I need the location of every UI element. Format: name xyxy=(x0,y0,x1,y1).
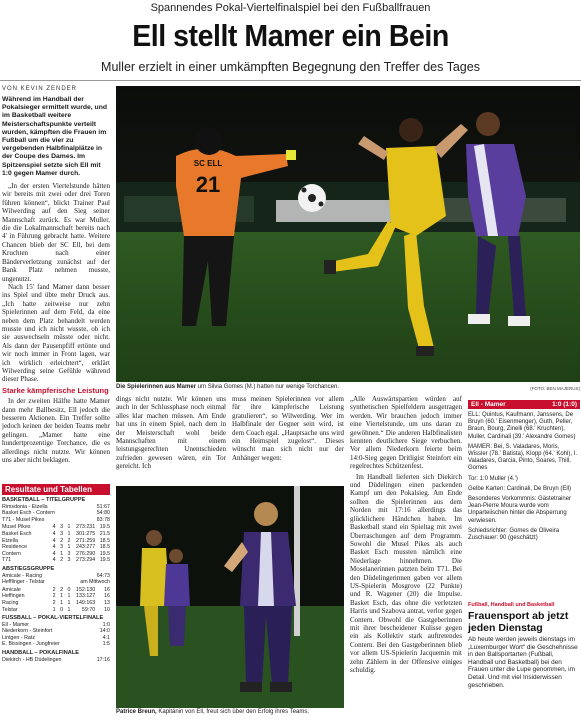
ball-figure xyxy=(298,184,326,212)
result-game-row xyxy=(2,573,110,580)
body-paragraph: muss meinen Spielerinnen vor allem für ihre kämpferische Leistung gratulieren“, so Wilwerding. Wer im Halbfinale der Gegner sein wird, ist dem Coach egal. „Hauptsache uns wird ein Heimspiel zugelost“. Dieses wünscht man sich nicht nur der Anhänger wegen: xyxy=(232,395,344,462)
result-pairing: Lintgen - Ratz xyxy=(2,634,35,641)
standings-cell: 133:127 xyxy=(76,593,96,600)
standings-cell: 3 xyxy=(67,557,71,564)
result-game-row xyxy=(2,510,110,517)
standings-cell: Residence xyxy=(2,544,28,551)
football-action-image xyxy=(116,86,580,382)
standings-cell: 149:163 xyxy=(76,599,96,606)
caption-bold: Die Spielerinnen aus Mamer xyxy=(116,384,197,390)
left-column xyxy=(2,96,110,465)
standings-cell: 4 xyxy=(52,537,56,544)
lineup-mamer: MAMER: Bei, S. Valadares, Moris, Wissler (78.' Batista), Klopp (64.' Kohl), I. Valadares, Garcia, Pinto, Soares, Thill, Gomes xyxy=(468,443,577,472)
results-body xyxy=(2,497,110,663)
results-section-head: ABSTIEGSGRUPPE xyxy=(2,565,55,572)
standings-cell: 4 xyxy=(52,544,56,551)
result-score: 17:16 xyxy=(96,656,110,663)
results-box xyxy=(2,484,110,663)
standings-cell: 2 xyxy=(60,537,64,544)
body-paragraph: Nach 15' fand Mamer dann besser ins Spiel und übte mehr Druck aus. „Ich hatte zeitweise nur zehn Spielerinnen auf dem Feld, da eine neben dem Platz behandelt werden musste und ich nicht wusste, ob ich sie auswechseln müsste oder nicht. Als dann der Pausenpfiff ertönte und wir noch immer in Front lagen, war ich wirklich erleichtert“, erklärt Wilwerding seine Gefühle während dieser Phase. xyxy=(2,282,110,384)
result-pairing: Amicale - Racing xyxy=(2,572,43,579)
body-paragraph: In der zweiten Hälfte hatte Mamer dann mehr Ballbesitz, Ell jedoch die besseren Aktionen. Ein Treffer sollte jedoch keinen der beiden Teams mehr gelingen. „Mamer hatte eine hundertprozentige Torchance, die es allerdings nicht nutzte. Wir können uns aber nicht beklagen. xyxy=(2,397,110,465)
match-info-box xyxy=(468,400,580,545)
svg-text:21: 21 xyxy=(195,172,221,197)
goal-info: Tor: 1:0 Muller (4.') xyxy=(468,475,518,482)
standings-cell: 19.5 xyxy=(99,550,111,557)
standings-cell: 2 xyxy=(52,599,56,606)
headline: Ell stellt Mamer ein Bein xyxy=(132,18,449,53)
body-column-3 xyxy=(232,395,344,483)
main-photo xyxy=(116,86,580,382)
result-pairing: T71 - Musel Pikes xyxy=(2,516,45,523)
standings-cell: 18.5 xyxy=(99,537,111,544)
standings-cell: 301:275 xyxy=(76,530,96,537)
standings-row xyxy=(2,551,110,558)
body-paragraph: dings nicht nutzte. Wir können uns auch in der Schlussphase noch einmal alles klar machen müssen. Am Ende hat uns in einem Spiel, nach dem in der Meisterschaft wohl beide Mannschaften mit einem leistungsgerechten Unentschieden zufrieden gewesen wären, ein Tor gereicht. Ich xyxy=(116,395,226,471)
standings-cell: 1 xyxy=(60,593,64,600)
result-game-row xyxy=(2,622,110,629)
standings-cell: Amicale xyxy=(2,586,21,593)
match-details xyxy=(468,412,580,542)
standings-cell: Racing xyxy=(2,599,19,606)
result-pairing: Rimsdonia - Etzella xyxy=(2,503,48,510)
result-score: 1:5 xyxy=(102,641,110,648)
result-pairing: E. Bissingen - Jungfreier xyxy=(2,641,60,648)
body-paragraph: „Alle Auswärtspartien würden auf synthetischen Spielfeldern ausgetragen werden. Wir brauchen jedoch immer eine Viertelstunde, um uns daran zu gewöhnen.“ Die anderen Halbfinalisten kennten deutlichere Siege verbuchen. Vor allem Niederkorn feierte beim 14:0-Sieg gegen Dritligist Steinfort ein regelrechtes Schützenfest. xyxy=(350,395,462,471)
result-pairing: Basket Esch - Contern xyxy=(2,510,55,517)
standings-cell: 4 xyxy=(52,550,56,557)
standings-cell: 2 xyxy=(60,557,64,564)
standings-cell: 273:294 xyxy=(76,557,96,564)
standings-cell: 19.5 xyxy=(99,524,111,531)
result-pairing: Niederkorn - Steinfort xyxy=(2,628,53,635)
result-score: 51:67 xyxy=(96,503,110,510)
lineup-ell: ELL: Quintus, Kaufmann, Janssens, De Bruyn (60.' Eisenmenger), Guth, Peller, Braun, Bourg, Zinelli (68.' Kruchten), Muller, Cardinali (39.' Alexandre Gomes) xyxy=(468,412,576,440)
celebration-image xyxy=(116,486,344,708)
standings-cell: 1 xyxy=(67,593,71,600)
standings-row xyxy=(2,593,110,600)
standings-cell: 10 xyxy=(104,606,111,613)
standings-row xyxy=(2,557,110,564)
standings-cell: 276:290 xyxy=(76,550,96,557)
standings-cell: 2 xyxy=(67,537,71,544)
byline: VON KEVIN ZENDER xyxy=(2,86,78,92)
standings-cell: 2 xyxy=(60,586,64,593)
promo-title: Frauensport ab jetzt jeden Dienstag xyxy=(468,610,569,634)
main-photo-caption xyxy=(116,384,496,391)
body-column-2 xyxy=(116,395,226,483)
standings-row xyxy=(2,587,110,594)
standings-cell: 1 xyxy=(67,530,71,537)
standings-cell: 3 xyxy=(67,550,71,557)
result-pairing: Diekirch - HB Düdelingen xyxy=(2,656,62,663)
lower-photo-caption xyxy=(116,709,346,716)
standings-cell: 4 xyxy=(52,524,56,531)
standings-cell: 3 xyxy=(60,530,64,537)
standings-cell: 243:277 xyxy=(76,544,96,551)
result-game-row xyxy=(2,504,110,511)
standings-cell: Contern xyxy=(2,550,21,557)
standings-cell: Heffingen xyxy=(2,593,25,600)
standings-cell: Musel Pikes xyxy=(2,524,31,531)
standings-cell: 0 xyxy=(60,606,64,613)
standings-cell: Etzella xyxy=(2,537,18,544)
header-divider xyxy=(0,80,581,81)
attendance-info: Zuschauer: 90 (geschätzt) xyxy=(468,535,538,542)
results-section-head: FUSSBALL – POKAL-VIERTELFINALE xyxy=(2,615,104,622)
standings-cell: T71 xyxy=(2,557,12,564)
standings-cell: 152:130 xyxy=(76,586,96,593)
result-score: 4:1 xyxy=(102,634,110,641)
caption-bold: Patrice Breun, xyxy=(116,709,157,715)
standings-cell: 3 xyxy=(60,544,64,551)
result-game-row xyxy=(2,517,110,524)
standings-cell: 1 xyxy=(67,606,71,613)
result-game-row xyxy=(2,628,110,635)
standings-cell: 16 xyxy=(104,593,111,600)
standings-row xyxy=(2,544,110,551)
results-section-head: HANDBALL – POKALFINALE xyxy=(2,650,79,657)
result-game-row xyxy=(2,579,110,586)
svg-text:SC ELL: SC ELL xyxy=(193,159,223,168)
standings-cell: 2 xyxy=(52,586,56,593)
match-header xyxy=(468,400,580,409)
result-pairing: Ell - Mamer xyxy=(2,621,30,628)
body-paragraph: Im Handball lieferten sich Diekirch und Düdelingen einen packenden Kampf um den Pokalsieg. Am Ende sollten die Spielerinnen aus dem Norden mit 17:16 allerdings das glücklichere Händchen haben. Im Basketball stand ein Spieltag mit zwei Überraschungen auf dem Programm. Sowohl die Musel Pikes als auch Basket Esch mussten nämlich eine Niederlage hinnehmen. Die Moselanerinnen patzten beim T71. Bei den Düdelingerinnen gaben vor allem US-Spielerin Mosgrove (22 Punkte) und R. Wagener (20) die Impulse. Basket Esch, das ohne die verletzten Harris und Szabova antrat, verlor gegen Contern. Obwohl die Gastgeberinnen mit ihrer bescheidener Kulisse gegen ein als Kollektiv stark auftretendes Contern. Bei den Gastgeberinnen blieb vor allem US-Spielerin Jacquemin mit zehn Zählern in der Offensive einiges schuldig. xyxy=(350,472,462,674)
lead-paragraph: Während im Handball der Pokalsieger ermittelt wurde, und im Basketball weitere Meisterschaftspunkte verteilt wurden, kämpften die Frauen im Fußball um die vier zu vergebenden Halbfinalplätze in der Coupe des Dames. Im Spitzenspiel setzte sich Ell mit 1:0 gegen Mamer durch. xyxy=(2,96,107,177)
standings-cell: 1 xyxy=(60,599,64,606)
cards-info: Gelbe Karten: Cardinali, De Bruyn (Ell) xyxy=(468,485,572,492)
referee-info: Schiedsrichter: Gomes de Oliveira xyxy=(468,527,560,534)
standings-cell: 1 xyxy=(67,524,71,531)
standings-cell: 271:259 xyxy=(76,537,96,544)
result-score: 54:80 xyxy=(96,510,110,517)
standings-cell: Basket Esch xyxy=(2,530,32,537)
result-pairing: Hefflinger - Telstar xyxy=(2,579,45,586)
caption-text: Kapitänin von Ell, freut sich über den Erfolg ihres Teams. xyxy=(156,709,309,715)
standings-cell: 59:70 xyxy=(81,606,96,613)
result-score: 64:73 xyxy=(96,572,110,579)
promo-box xyxy=(468,602,580,689)
standings-row xyxy=(2,524,110,531)
standings-cell: 16 xyxy=(104,586,111,593)
standings-cell: 13 xyxy=(104,599,111,606)
results-title: Resultate und Tabellen xyxy=(2,484,110,495)
standings-cell: 1 xyxy=(67,599,71,606)
result-score: 14:0 xyxy=(99,628,110,635)
promo-text: Ab heute werden jeweils dienstags im „Luxemburger Wort“ die Geschehnisse in den Ballsportarten (Fußball, Handball und Basketball) bei den Frauen unter die Lupe genommen, im Detail. Und mit viel Insiderwissen geschrieben. xyxy=(468,636,578,689)
result-score: 83:78 xyxy=(96,516,110,523)
standings-row xyxy=(2,538,110,545)
result-game-row xyxy=(2,641,110,648)
result-game-row xyxy=(2,635,110,642)
standings-row xyxy=(2,531,110,538)
standings-cell: 273:231 xyxy=(76,524,96,531)
body-paragraph: „In der ersten Viertelstunde hätten wir bereits mit zwei oder drei Toren führen können“, blickt Trainer Paul Wilwerding auf den Sieg seiner Mannschaft zurück. Es war Muller, die die Lokalmannschaft bereits nach 4' in Führung gebracht hatte. Weitere Chancen blieb der SC Ell, bei dem Kruchten nach einer Bänderverletzung zunächst auf der Bank Platz nehmen musste, ungenutzt. xyxy=(2,182,110,283)
standings-cell: 1 xyxy=(52,606,56,613)
standings-cell: Telstar xyxy=(2,606,18,613)
standings-row xyxy=(2,600,110,607)
caption-text: um Silvia Gomes (M.) hatten nur wenige Torchancen. xyxy=(196,384,339,390)
result-score: 1:0 xyxy=(102,621,110,628)
standings-cell: 4 xyxy=(52,557,56,564)
promo-tag: Fußball, Handball und Basketball xyxy=(468,602,555,608)
match-title: Ell - Mamer xyxy=(471,401,506,408)
kicker: Spannendes Pokal-Viertelfinalspiel bei den Fußballfrauen xyxy=(150,2,431,14)
photo-credit: (FOTO: BEN MAJERUS) xyxy=(530,386,580,391)
results-section-head: BASKETBALL – TITELGRUPPE xyxy=(2,497,86,503)
body-column-4 xyxy=(350,395,462,715)
standings-cell: 1 xyxy=(60,550,64,557)
incident-info: Besonderes Vorkommnis: Gästetrainer Jean-Pierre Moura wurde vom Unparteiischen hinter die Absperrung verwiesen. xyxy=(468,496,572,524)
section-heading: Starke kämpferische Leistung xyxy=(2,385,109,395)
lower-photo xyxy=(116,486,344,708)
result-score: am Mittwoch xyxy=(80,579,110,586)
standings-cell: 18.5 xyxy=(99,544,111,551)
standings-row xyxy=(2,607,110,614)
standings-cell: 3 xyxy=(60,524,64,531)
standings-cell: 2 xyxy=(52,593,56,600)
standings-cell: 19.5 xyxy=(99,557,111,564)
standings-cell: 0 xyxy=(67,586,71,593)
result-game-row xyxy=(2,657,110,664)
standings-cell: 4 xyxy=(52,530,56,537)
subheadline: Muller erzielt in einer umkämpften Begegnung den Treffer des Tages xyxy=(101,60,480,74)
match-score: 1:0 (1:0) xyxy=(552,401,577,408)
standings-cell: 1 xyxy=(67,544,71,551)
standings-cell: 21.5 xyxy=(99,530,111,537)
